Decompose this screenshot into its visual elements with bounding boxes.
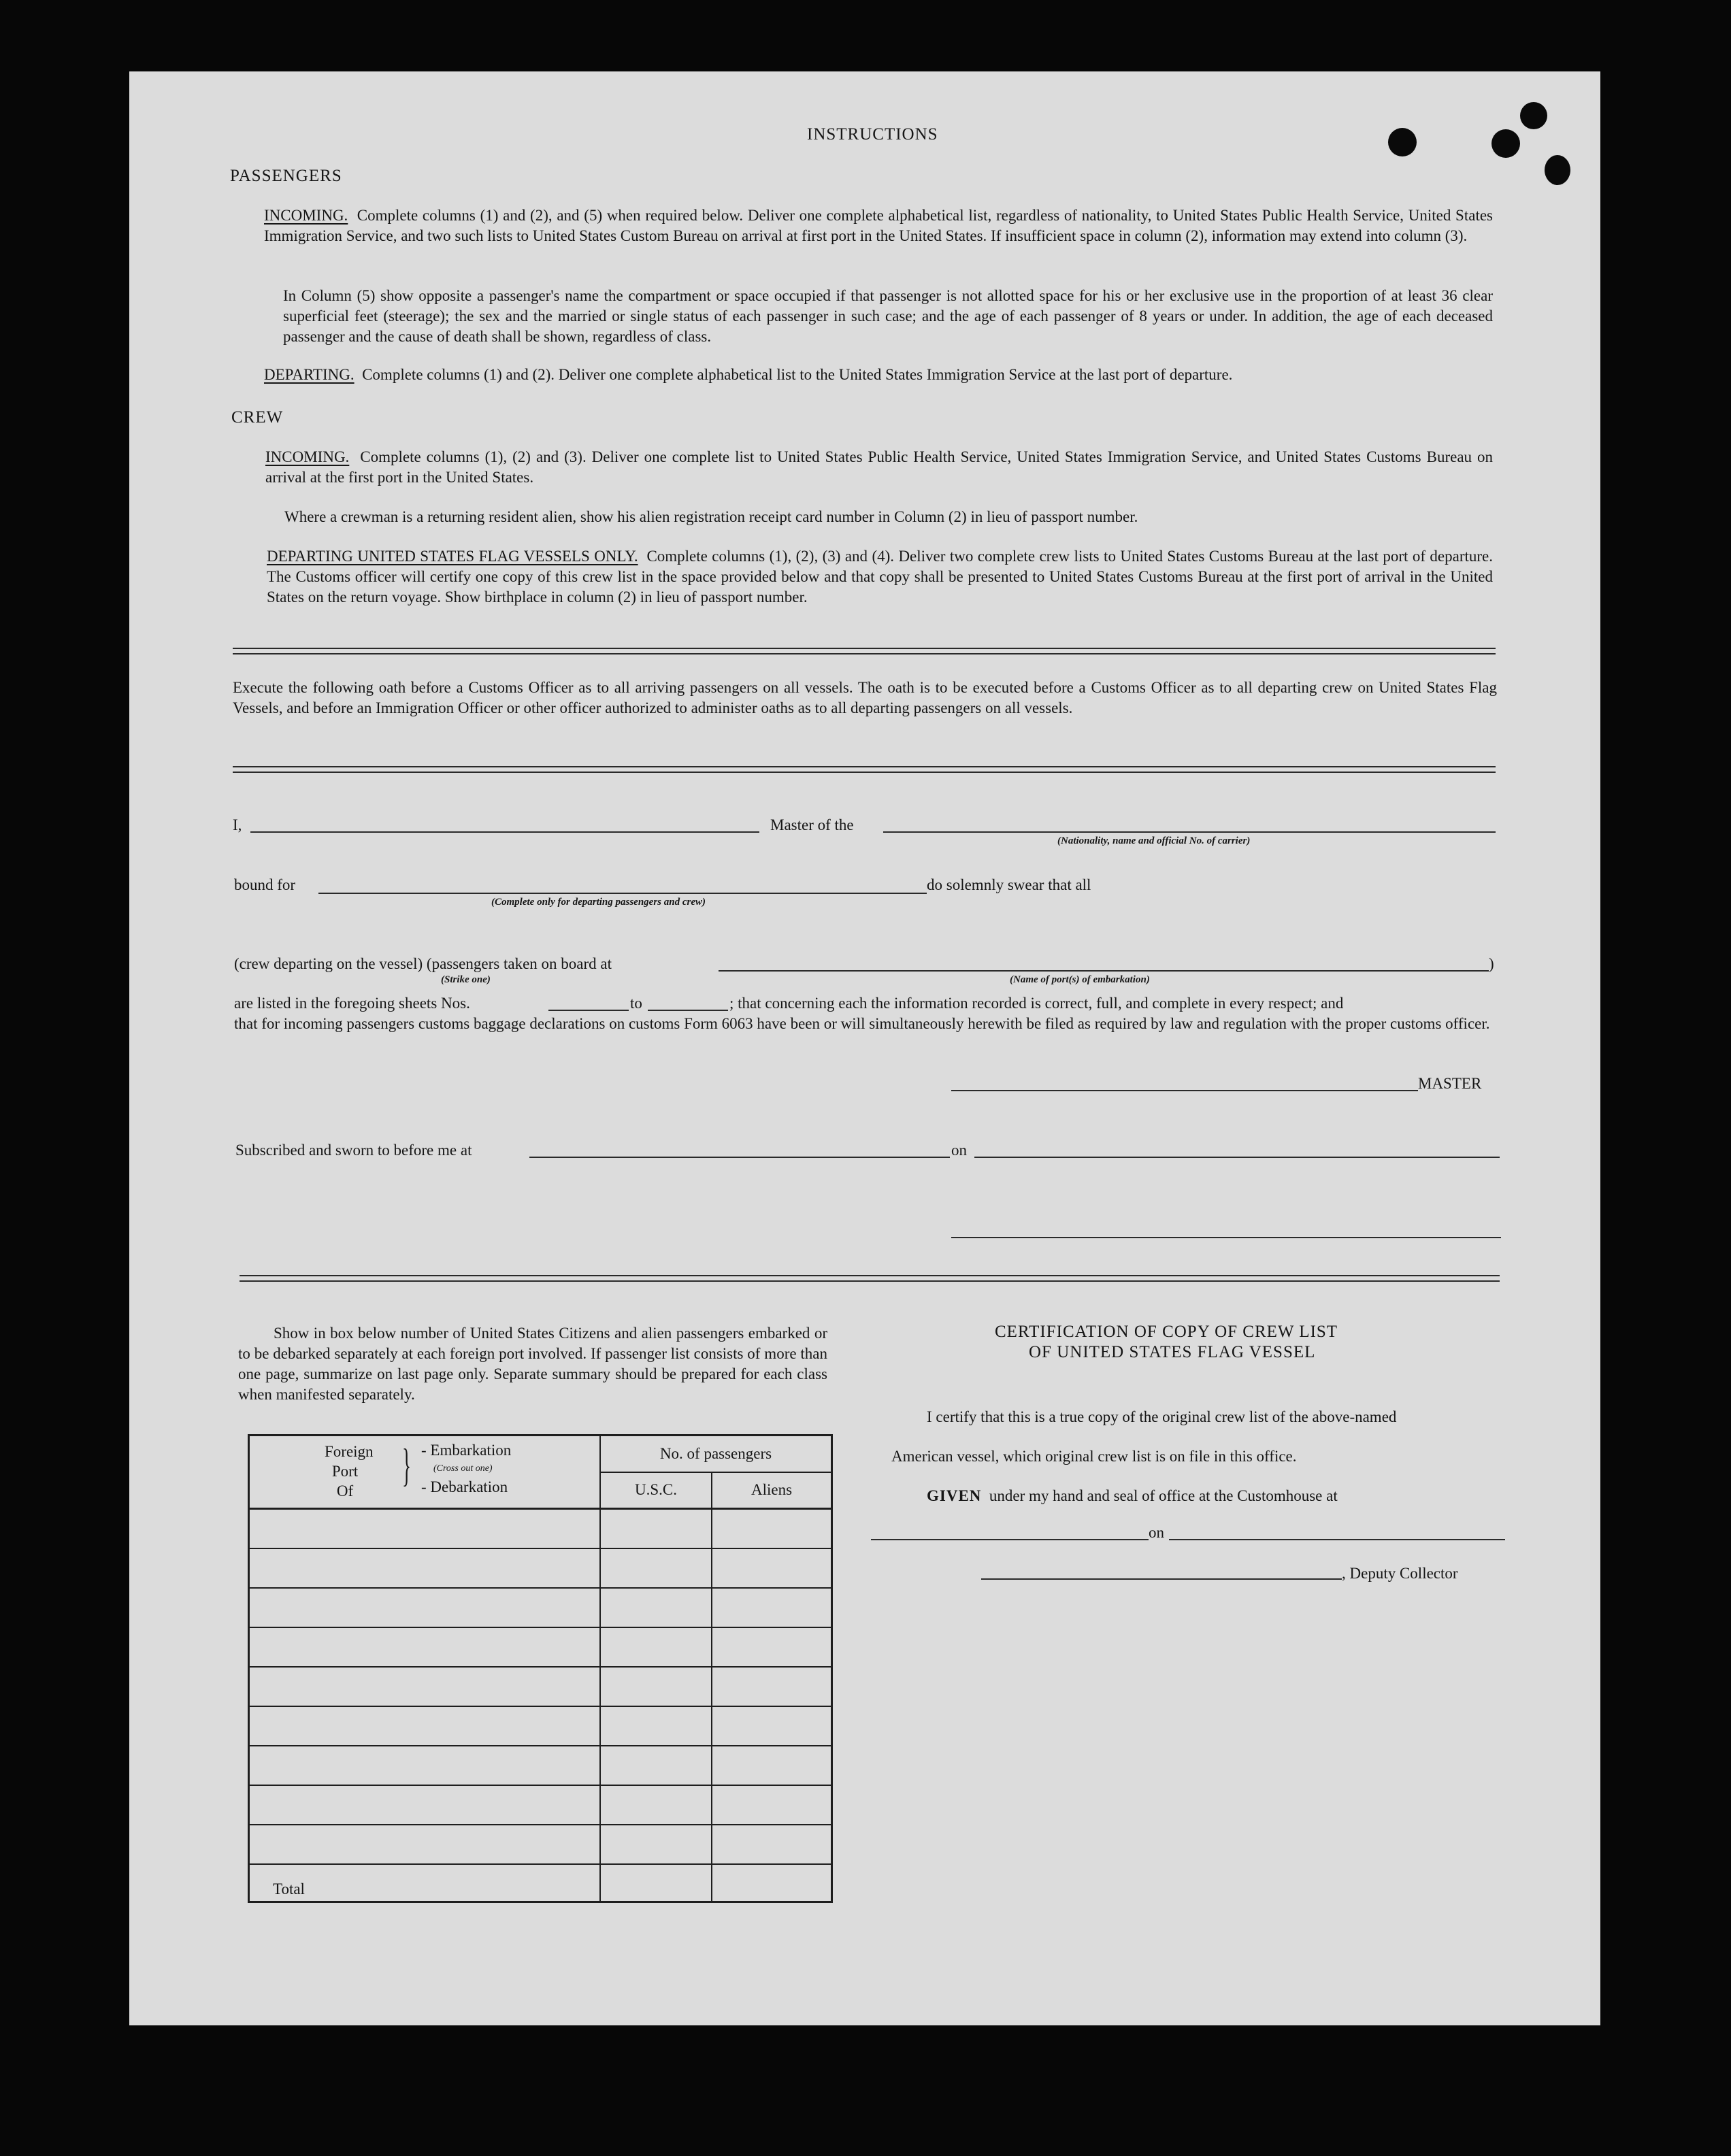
table-row: [249, 1825, 832, 1864]
certification-on: on: [1149, 1524, 1164, 1541]
aliens-cell[interactable]: [712, 1627, 832, 1667]
aliens-header: Aliens: [712, 1472, 832, 1509]
table-row: [249, 1509, 832, 1548]
port-note: (Name of port(s) of embarkation): [1010, 974, 1150, 985]
destination-field[interactable]: [318, 893, 927, 894]
port-cell[interactable]: [249, 1667, 601, 1706]
debarkation-label: - Debarkation: [421, 1478, 508, 1495]
customhouse-field[interactable]: [871, 1539, 1149, 1540]
table-row: [249, 1785, 832, 1825]
bound-note: (Complete only for departing passengers and crew): [491, 897, 706, 908]
port-header-port: Port: [331, 1463, 359, 1480]
passengers-column5: In Column (5) show opposite a passenger's name the compartment or space occupied if that passenger is not allotted space for his or her exclusive use in the proportion of at least 36 clear superficial feet (steerage); the sex and the married or single status of each passenger in such case; and the age of each passenger of 8 years or under. In addition, the age of each deceased passenger and the cause of death shall be shown, regardless of class.: [283, 287, 1493, 345]
master-label: MASTER: [1418, 1075, 1482, 1092]
section-passengers: PASSENGERS: [230, 167, 342, 185]
port-cell[interactable]: [249, 1627, 601, 1667]
divider: [240, 1275, 1500, 1282]
crew-departing-text: Complete columns (1), (2), (3) and (4). Deliver two complete crew lists to United States Customs Bureau at the last port of departure. The Customs officer will certify one copy of this crew list in the space provided below and that copy shall be presented to United States Customs Bureau at the first port of arrival in the United States on the return voyage. Show birthplace in column (2) in lieu of passport number.: [267, 548, 1494, 606]
table-row: [249, 1588, 832, 1627]
divider: [233, 648, 1496, 654]
deputy-signature-field[interactable]: [981, 1578, 1342, 1580]
sworn-place-field[interactable]: [529, 1157, 950, 1158]
sworn-on-label: on: [951, 1142, 967, 1159]
given-label: GIVEN: [927, 1487, 982, 1504]
carrier-note: (Nationality, name and official No. of carrier): [1057, 835, 1251, 846]
crew-incoming: [265, 447, 1493, 488]
usc-cell[interactable]: [600, 1706, 712, 1746]
master-signature-field[interactable]: [951, 1090, 1418, 1091]
crew-departing: [267, 546, 1493, 608]
oath-listed-to: to: [630, 995, 642, 1012]
port-header: Foreign Port Of } - Embarkation (Cross out one) - Debarkation: [249, 1436, 601, 1509]
port-cell[interactable]: [249, 1509, 601, 1548]
crew-resident-alien: Where a crewman is a returning resident alien, show his alien registration receipt card number in Column (2) in lieu of passport number.: [284, 508, 1138, 525]
table-row: [249, 1667, 832, 1706]
aliens-cell[interactable]: [712, 1667, 832, 1706]
carrier-field[interactable]: [883, 831, 1496, 833]
port-cell[interactable]: [249, 1825, 601, 1864]
certification-date-field[interactable]: [1169, 1539, 1505, 1540]
certification-given: [927, 1486, 1338, 1506]
certification-line-2: American vessel, which original crew list is on file in this office.: [891, 1448, 1297, 1465]
usc-cell[interactable]: [600, 1746, 712, 1785]
passengers-incoming: [264, 205, 1493, 246]
usc-cell[interactable]: [600, 1588, 712, 1627]
usc-header: U.S.C.: [600, 1472, 712, 1509]
aliens-cell[interactable]: [712, 1746, 832, 1785]
punch-hole: [1520, 102, 1547, 129]
close-paren: ): [1489, 955, 1494, 972]
port-cell[interactable]: [249, 1588, 601, 1627]
oath-bound-for: bound for: [234, 876, 296, 893]
certification-title-1: CERTIFICATION OF COPY OF CREW LIST: [995, 1323, 1338, 1341]
aliens-cell[interactable]: [712, 1588, 832, 1627]
port-header-foreign: Foreign: [325, 1443, 374, 1460]
sworn-date-field[interactable]: [974, 1157, 1500, 1158]
oath-i-label: I,: [233, 816, 242, 833]
summary-instructions: Show in box below number of United States Citizens and alien passengers embarked or to be debarked separately at each foreign port involved. If passenger list consists of more than one page, summarize on last page only. Separate summary should be prepared for each class when manifested separately.: [238, 1325, 827, 1403]
oath-listed-rest: that for incoming passengers customs baggage declarations on customs Form 6063 have been or will simultaneously herewith be filed as required by law and regulation with the proper customs officer.: [234, 1015, 1490, 1032]
certification-title-2: OF UNITED STATES FLAG VESSEL: [1029, 1343, 1316, 1361]
port-cell[interactable]: [249, 1548, 601, 1588]
usc-cell[interactable]: [600, 1785, 712, 1825]
punch-hole: [1388, 128, 1417, 156]
sheet-to-field[interactable]: [648, 1010, 728, 1011]
aliens-cell[interactable]: [712, 1785, 832, 1825]
oath-crew-departing: (crew departing on the vessel) (passengers taken on board at: [234, 955, 612, 972]
certification-line-1: I certify that this is a true copy of the original crew list of the above-named: [927, 1408, 1397, 1425]
total-label: Total: [249, 1864, 601, 1902]
aliens-cell[interactable]: [712, 1548, 832, 1588]
sheet-from-field[interactable]: [548, 1010, 629, 1011]
usc-cell[interactable]: [600, 1627, 712, 1667]
aliens-cell[interactable]: [712, 1706, 832, 1746]
passengers-incoming-label: INCOMING.: [264, 207, 348, 224]
given-text: under my hand and seal of office at the Customhouse at: [989, 1487, 1338, 1504]
oath-intro: Execute the following oath before a Customs Officer as to all arriving passengers on all vessels. The oath is to be executed before a Customs Officer as to all departing crew on United States Flag Vessels, and before an Immigration Officer or other officer authorized to administer oaths as to all departing passengers on all vessels.: [233, 679, 1497, 716]
oath-listed-a: are listed in the foregoing sheets Nos.: [234, 995, 470, 1012]
passengers-departing-text: Complete columns (1) and (2). Deliver one complete alphabetical list to the United States Immigration Service at the last port of departure.: [362, 366, 1233, 383]
punch-hole: [1545, 155, 1570, 185]
usc-cell[interactable]: [600, 1825, 712, 1864]
aliens-cell[interactable]: [712, 1509, 832, 1548]
strike-note: (Strike one): [441, 974, 491, 985]
port-cell[interactable]: [249, 1785, 601, 1825]
port-cell[interactable]: [249, 1746, 601, 1785]
page-title: INSTRUCTIONS: [807, 125, 938, 144]
passengers-departing-label: DEPARTING.: [264, 366, 355, 383]
usc-total-cell[interactable]: [600, 1864, 712, 1902]
aliens-total-cell[interactable]: [712, 1864, 832, 1902]
oath-master-of: Master of the: [770, 816, 854, 833]
table-row: [249, 1746, 832, 1785]
oath-swear: do solemnly swear that all: [927, 876, 1091, 893]
master-name-field[interactable]: [250, 831, 759, 833]
passengers-departing: [264, 365, 1493, 385]
passenger-summary-table: [248, 1434, 833, 1903]
punch-hole: [1491, 129, 1520, 158]
usc-cell[interactable]: [600, 1667, 712, 1706]
table-row: [249, 1627, 832, 1667]
usc-cell[interactable]: [600, 1548, 712, 1588]
no-passengers-header: No. of passengers: [600, 1436, 832, 1472]
crew-departing-label: DEPARTING UNITED STATES FLAG VESSELS ONLY.: [267, 548, 638, 565]
section-crew: CREW: [231, 408, 284, 427]
total-row: [249, 1864, 832, 1902]
passengers-incoming-text: Complete columns (1) and (2), and (5) when required below. Deliver one complete alphabetical list, regardless of nationality, to United States Public Health Service, United States Immigration Service, and two such lists to United States Custom Bureau on arrival at first port in the United States. If insufficient space in column (2), information may extend into column (3).: [264, 207, 1493, 244]
cross-out-note: (Cross out one): [433, 1463, 493, 1474]
crew-incoming-label: INCOMING.: [265, 448, 350, 465]
officer-signature-field[interactable]: [951, 1237, 1501, 1238]
oath-listed-b: ; that concerning each the information recorded is correct, full, and complete in every respect; and: [729, 995, 1344, 1012]
table-row: [249, 1548, 832, 1588]
table-row: [249, 1706, 832, 1746]
subscribed-label: Subscribed and sworn to before me at: [235, 1142, 472, 1159]
aliens-cell[interactable]: [712, 1825, 832, 1864]
usc-cell[interactable]: [600, 1509, 712, 1548]
deputy-collector-label: , Deputy Collector: [1342, 1565, 1458, 1582]
embarkation-label: - Embarkation: [421, 1442, 512, 1459]
divider: [233, 766, 1496, 773]
port-header-of: Of: [336, 1482, 354, 1499]
port-cell[interactable]: [249, 1706, 601, 1746]
crew-incoming-text: Complete columns (1), (2) and (3). Deliver one complete list to United States Public Health Service, United States Immigration Service, and United States Customs Bureau on arrival at the first port in the United States.: [265, 448, 1494, 486]
embarkation-port-field[interactable]: [719, 970, 1489, 972]
